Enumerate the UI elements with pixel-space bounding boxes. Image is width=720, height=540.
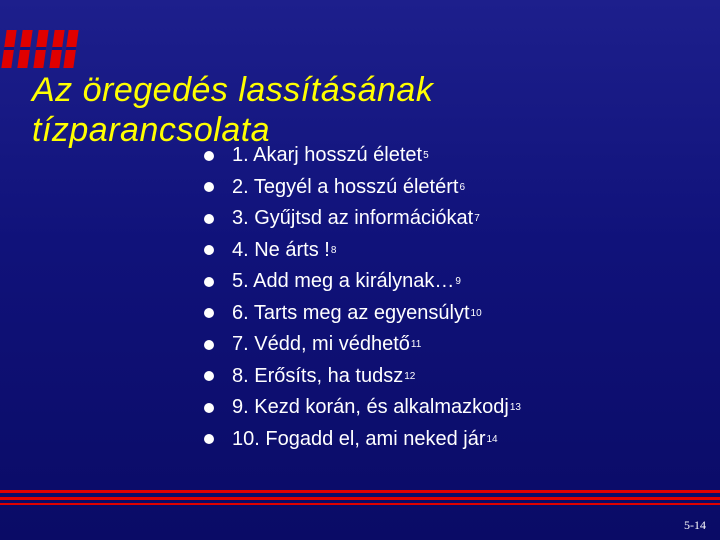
- bullet-icon: [204, 182, 214, 192]
- item-text: 6. Tarts meg az egyensúlyt: [232, 301, 470, 324]
- logo-bar: [63, 30, 78, 68]
- item-ref: 9: [455, 276, 461, 288]
- item-ref: 5: [423, 150, 429, 162]
- logo-bar: [49, 30, 64, 68]
- bullet-icon: [204, 245, 214, 255]
- item-text: 5. Add meg a királynak…: [232, 270, 455, 293]
- item-text: 1. Akarj hosszú életet: [232, 144, 423, 167]
- list-item: [204, 266, 521, 298]
- bullet-icon: [204, 277, 214, 287]
- list-item: [204, 361, 521, 393]
- item-text: 10. Fogadd el, ami neked jár: [232, 427, 486, 450]
- logo-bar: [1, 30, 16, 68]
- bullet-icon: [204, 214, 214, 224]
- bullet-icon: [204, 151, 214, 161]
- item-ref: 12: [404, 370, 416, 382]
- footer-divider: [0, 497, 720, 500]
- list-item: [204, 424, 521, 456]
- footer-divider: [0, 490, 720, 493]
- list-item: [204, 392, 521, 424]
- list-item: [204, 203, 521, 235]
- list-item: [204, 329, 521, 361]
- item-text: 9. Kezd korán, és alkalmazkodj: [232, 396, 509, 419]
- item-ref: 11: [410, 339, 422, 351]
- commandment-list: [204, 140, 521, 455]
- title-line-1: Az öregedés lassításának: [32, 71, 434, 109]
- item-ref: 14: [486, 433, 498, 445]
- page-number: 5-14: [684, 518, 706, 532]
- bullet-icon: [204, 340, 214, 350]
- list-item: [204, 172, 521, 204]
- logo-bar: [33, 30, 48, 68]
- bullet-icon: [204, 371, 214, 381]
- logo-bars: [0, 30, 76, 68]
- list-item: [204, 298, 521, 330]
- item-text: 2. Tegyél a hosszú életért: [232, 175, 459, 198]
- list-item: [204, 235, 521, 267]
- item-text: 8. Erősíts, ha tudsz: [232, 364, 404, 387]
- footer-divider: [0, 503, 720, 505]
- item-text: 7. Védd, mi védhető: [232, 333, 410, 356]
- bullet-icon: [204, 308, 214, 318]
- item-ref: 8: [330, 244, 337, 256]
- item-ref: 10: [470, 307, 482, 319]
- item-ref: 6: [459, 181, 465, 193]
- item-text: 3. Gyűjtsd az információkat: [232, 207, 474, 230]
- bullet-icon: [204, 403, 214, 413]
- bullet-icon: [204, 434, 214, 444]
- item-ref: 7: [474, 213, 480, 225]
- list-item: [204, 140, 521, 172]
- slide-title: [32, 70, 433, 150]
- item-text: 4. Ne árts !: [232, 238, 330, 261]
- logo-bar: [17, 30, 32, 68]
- item-ref: 13: [509, 402, 521, 414]
- title-line-2: tízparancsolata: [32, 111, 271, 149]
